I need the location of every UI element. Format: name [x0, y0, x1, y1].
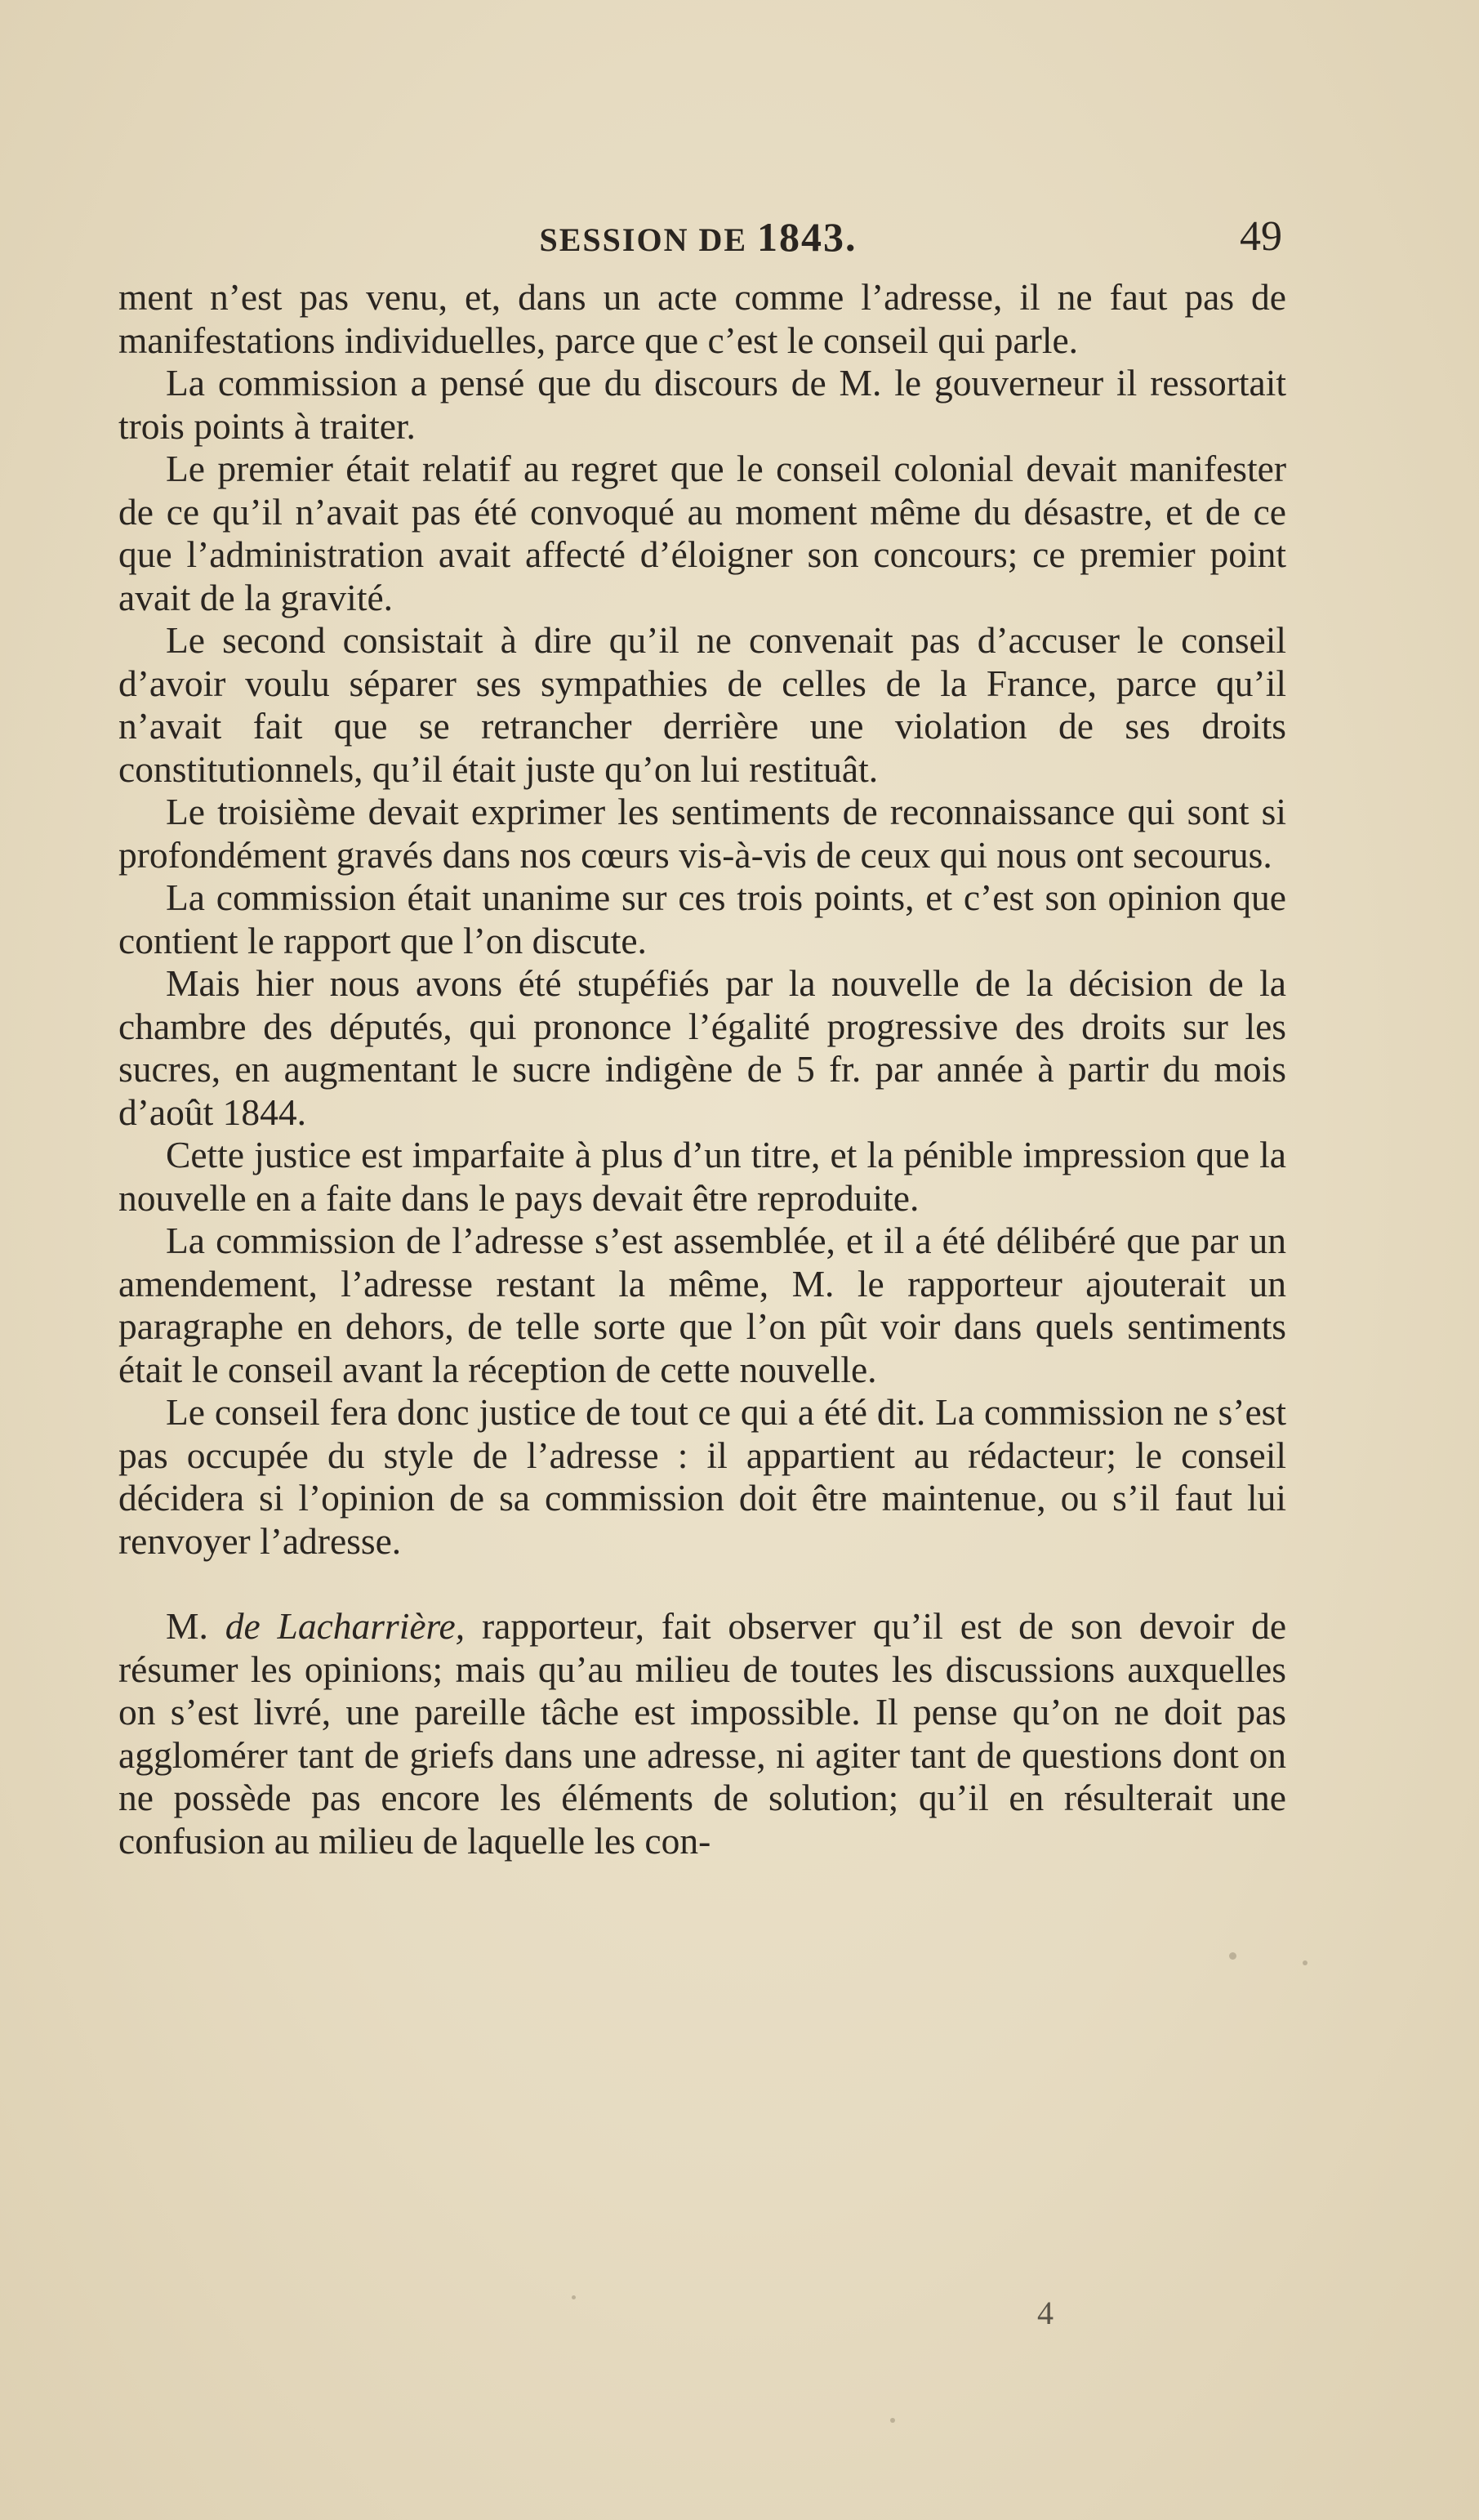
running-title: [114, 208, 1282, 269]
signature-mark: 4: [1037, 2295, 1054, 2331]
paragraph: La commission était unanime sur ces trois points, et c’est son opinion que contient le rapport que l’on discute.: [118, 876, 1286, 961]
speaker-name: de Lacharrière,: [225, 1605, 466, 1647]
page-header: [114, 208, 1282, 265]
paragraph: Le second consistait à dire qu’il ne convenait pas d’accuser le conseil d’avoir voulu séparer ses sympathies de celles de la France, parce qu’il n’avait fait que se retrancher derrière une violation de ses droits constitutionnels, qu’il était juste qu’on lui restituât.: [118, 619, 1286, 790]
paper-speck: [1229, 1952, 1236, 1960]
speaker-paragraph: [118, 1605, 1286, 1862]
paragraph: Le troisième devait exprimer les sentiments de reconnaissance qui sont si profondément gravés dans nos cœurs vis-à-vis de ceux qui nous ont secourus.: [118, 791, 1286, 876]
paragraph: Mais hier nous avons été stupéfiés par la nouvelle de la décision de la chambre des députés, qui prononce l’égalité progressive des droits sur les sucres, en augmentant le sucre indigène de 5 fr. par année à partir du mois d’août 1844.: [118, 962, 1286, 1133]
speaker-text: rapporteur, fait observer qu’il est de son devoir de résumer les opinions; mais qu’au milieu de toutes les discussions auxquelles on s’est livré, une pareille tâche est impossible. Il pense qu’on ne doit pas agglomérer tant de griefs dans une adresse, ni agiter tant de questions dont on ne possède pas encore les éléments de solution; qu’il en résulterait une confusion au milieu de laquelle les con-: [118, 1605, 1287, 1862]
paragraph: Le conseil fera donc justice de tout ce qui a été dit. La commission ne s’est pas occupée du style de l’adresse : il appartient au rédacteur; le conseil décidera si l’opinion de sa commission doit être maintenue, ou s’il faut lui renvoyer l’adresse.: [118, 1391, 1286, 1562]
paragraph: La commission de l’adresse s’est assemblée, et il a été délibéré que par un amendement, l’adresse restant la même, M. le rapporteur ajouterait un paragraphe en dehors, de telle sorte que l’on pût voir dans quels sentiments était le conseil avant la réception de cette nouvelle.: [118, 1220, 1286, 1390]
body-text: [118, 276, 1286, 1862]
paper-speck: [1303, 1960, 1307, 1965]
paragraph: Le premier était relatif au regret que le conseil colonial devait manifester de ce qu’il n’avait pas été convoqué au moment même du désastre, et de ce que l’administration avait affecté d’éloigner son concours; ce premier point avait de la gravité.: [118, 448, 1286, 618]
running-title-year: 1843.: [757, 214, 858, 260]
paragraph: La commission a pensé que du discours de M. le gouverneur il ressortait trois points à traiter.: [118, 362, 1286, 447]
running-title-text: SESSION DE: [539, 221, 748, 258]
paragraph: ment n’est pas venu, et, dans un acte comme l’adresse, il ne faut pas de manifestations individuelles, parce que c’est le conseil qui parle.: [118, 276, 1286, 361]
paper-speck: [890, 2418, 895, 2423]
paper-speck: [572, 2295, 576, 2299]
speaker-prefix: M.: [166, 1605, 208, 1647]
page-number: 49: [1240, 213, 1282, 260]
paragraph: Cette justice est imparfaite à plus d’un titre, et la pénible impression que la nouvelle en a faite dans le pays devait être reproduite.: [118, 1134, 1286, 1219]
